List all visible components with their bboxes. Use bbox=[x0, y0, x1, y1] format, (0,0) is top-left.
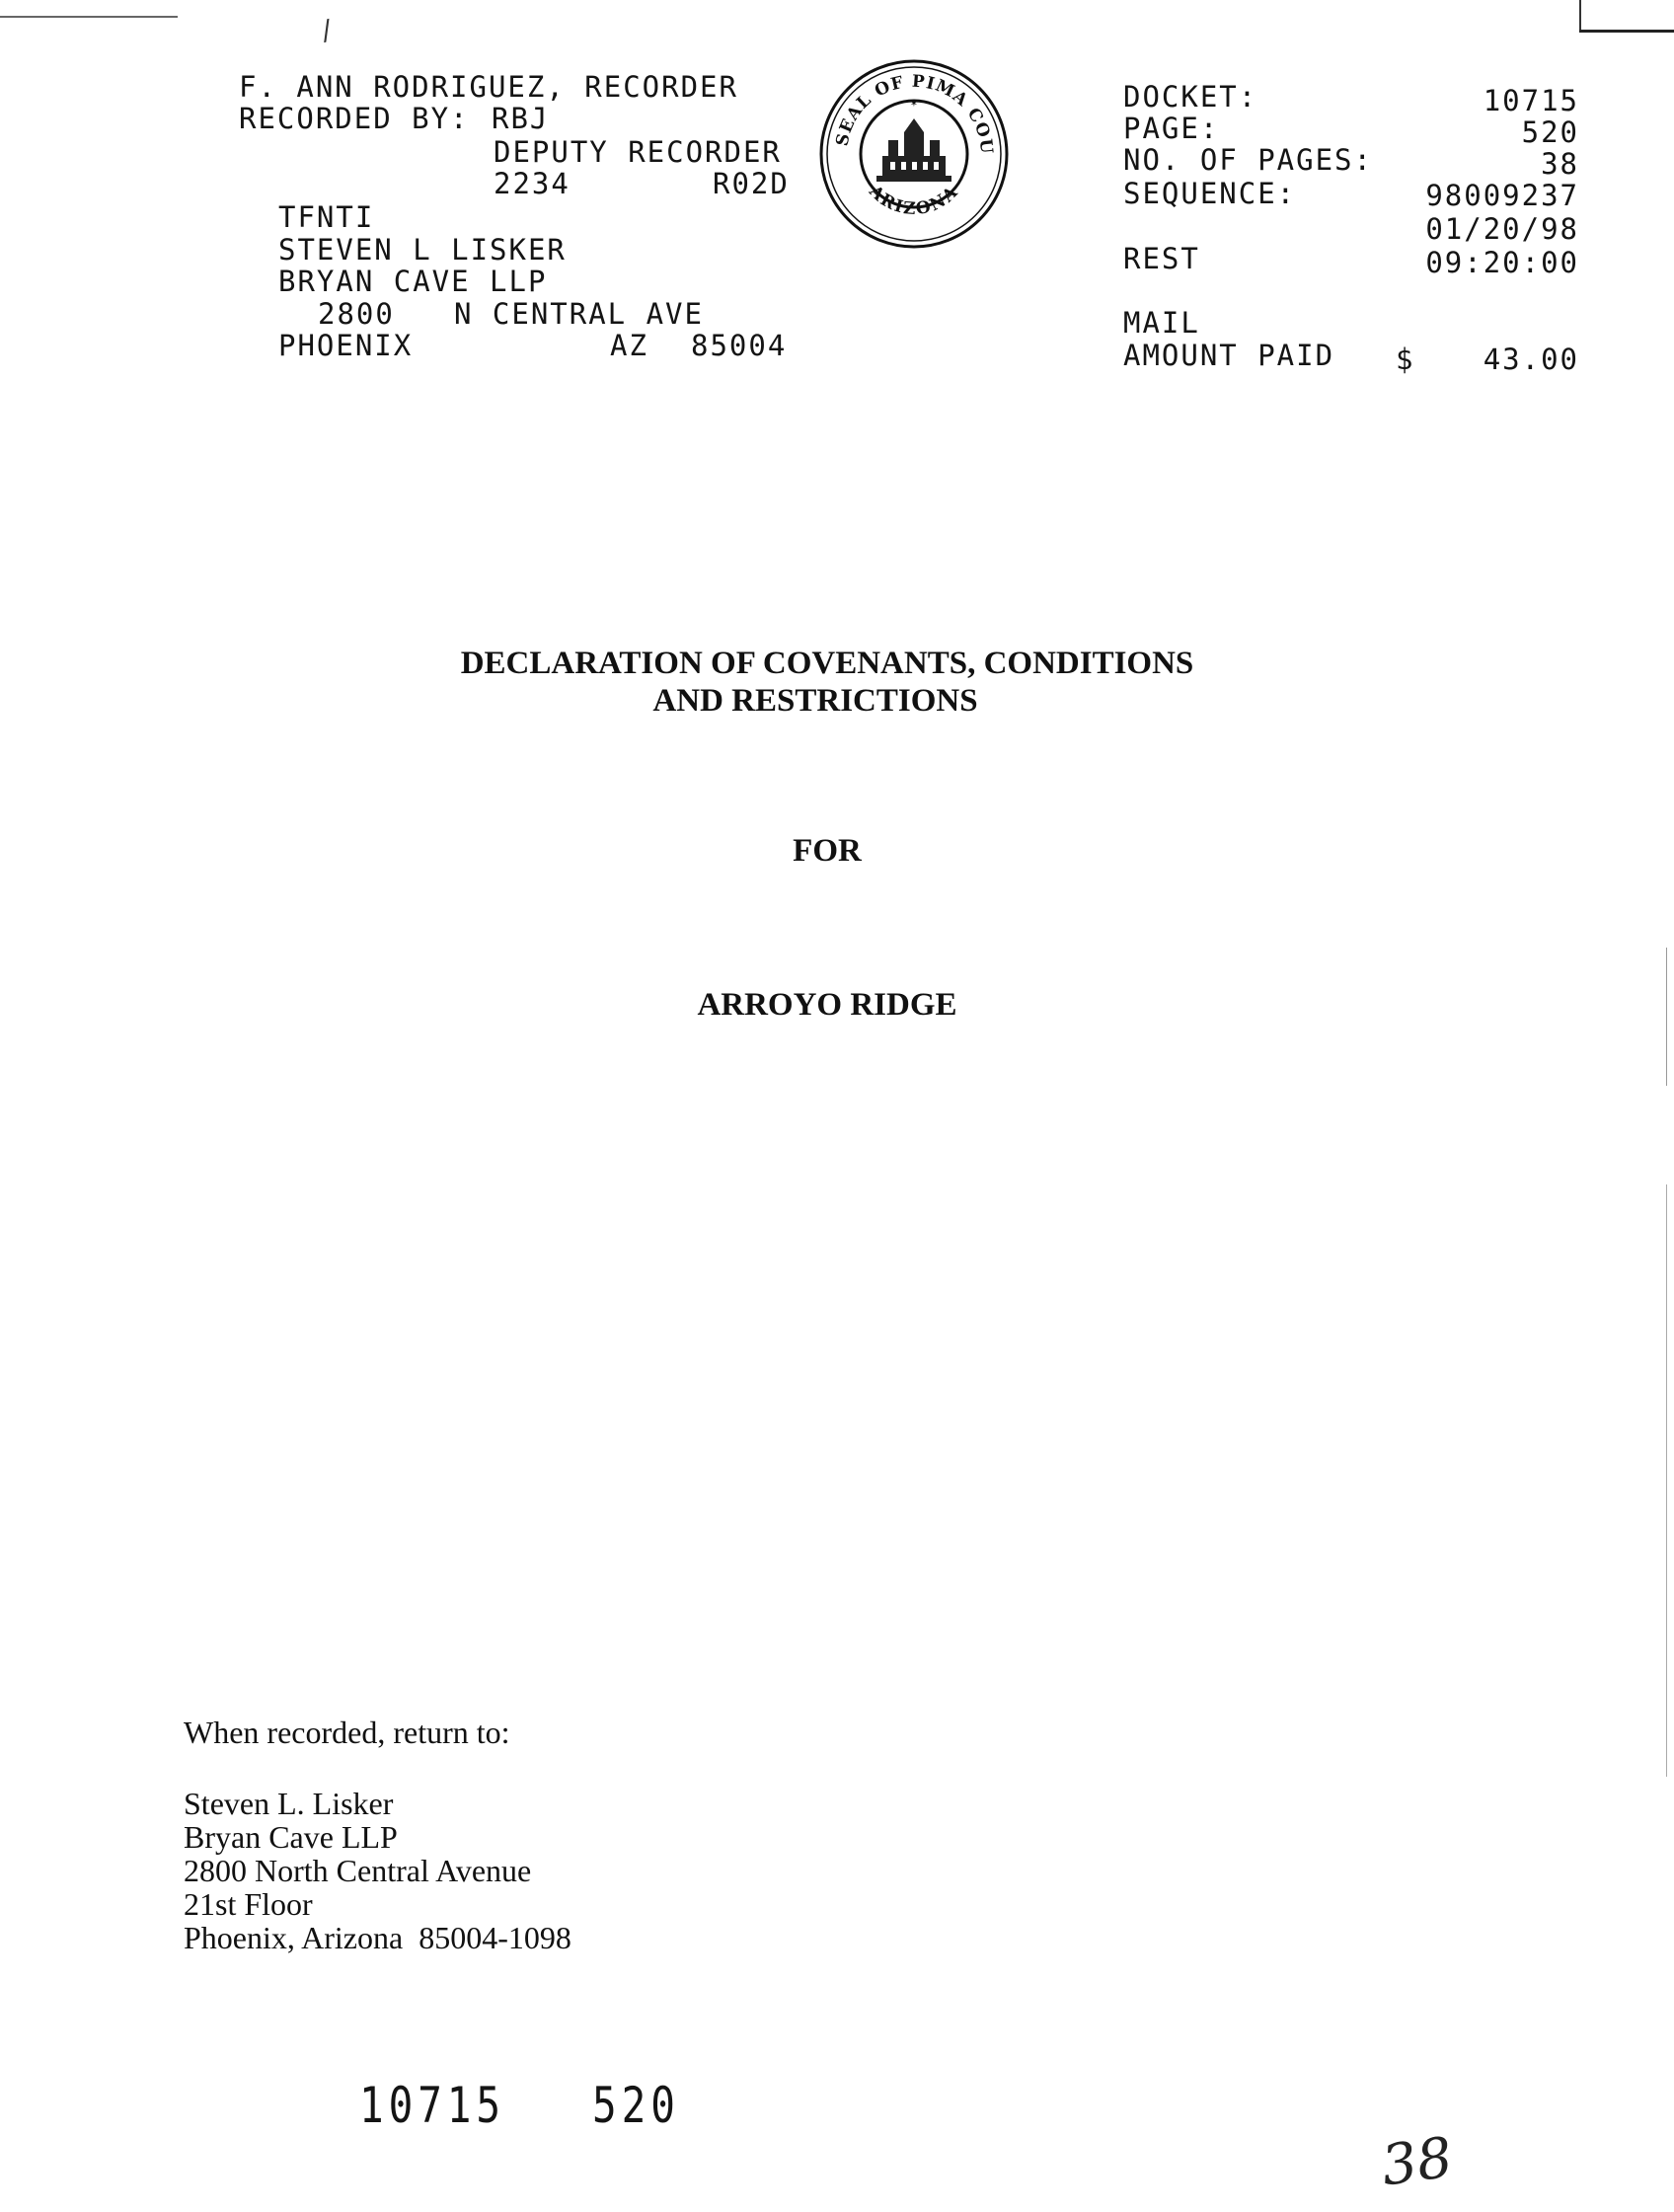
deputy-recorder: DEPUTY RECORDER bbox=[494, 135, 782, 169]
recorded-by-value: RBJ bbox=[492, 102, 550, 135]
svg-text:✶: ✶ bbox=[909, 99, 919, 110]
page-value: 520 bbox=[1521, 115, 1579, 149]
scan-mark: / bbox=[319, 13, 335, 47]
addressee-city: PHOENIX bbox=[278, 329, 414, 362]
pages-label: NO. OF PAGES: bbox=[1123, 143, 1373, 177]
currency-symbol: $ bbox=[1396, 343, 1415, 376]
addressee-street: N CENTRAL AVE bbox=[454, 297, 704, 331]
return-street: 2800 North Central Avenue bbox=[184, 1853, 532, 1888]
scan-edge-right-2 bbox=[1666, 1184, 1667, 1777]
scan-edge-right-1 bbox=[1666, 948, 1667, 1086]
recorder-code-2: R02D bbox=[713, 167, 790, 200]
amount-paid-value: 43.00 bbox=[1483, 343, 1579, 376]
rest-label: REST bbox=[1123, 242, 1200, 275]
scan-edge-top-left bbox=[0, 16, 178, 18]
addressee-firm: BRYAN CAVE LLP bbox=[278, 265, 548, 298]
pages-value: 38 bbox=[1541, 147, 1579, 181]
recorder-name: F. ANN RODRIGUEZ, RECORDER bbox=[239, 70, 738, 104]
scan-edge-top-right-h bbox=[1579, 30, 1674, 33]
amount-paid-label: AMOUNT PAID bbox=[1123, 339, 1335, 372]
return-firm: Bryan Cave LLP bbox=[184, 1819, 398, 1855]
addressee-state: AZ bbox=[610, 329, 648, 362]
seal-bottom-text: ARIZONA bbox=[865, 182, 963, 220]
project-name: ARROYO RIDGE bbox=[697, 987, 957, 1023]
docket-stamp: 10715 bbox=[359, 2077, 506, 2134]
return-heading: When recorded, return to: bbox=[184, 1715, 510, 1750]
addressee-name: STEVEN L LISKER bbox=[278, 233, 567, 267]
document-title-line-1: DECLARATION OF COVENANTS, CONDITIONS bbox=[460, 646, 1194, 681]
addressee-zip: 85004 bbox=[691, 329, 788, 362]
page-stamp: 520 bbox=[592, 2077, 680, 2134]
return-floor: 21st Floor bbox=[184, 1886, 313, 1922]
return-name: Steven L. Lisker bbox=[184, 1786, 394, 1821]
docket-value: 10715 bbox=[1483, 84, 1579, 117]
return-city: Phoenix, Arizona 85004-1098 bbox=[184, 1920, 571, 1955]
county-seal bbox=[817, 57, 1011, 251]
recorded-by-label: RECORDED BY: bbox=[239, 102, 470, 135]
sequence-value: 98009237 bbox=[1425, 179, 1579, 212]
recorded-time: 09:20:00 bbox=[1425, 246, 1579, 279]
recorder-code-1: 2234 bbox=[494, 167, 571, 200]
document-type: TFNTI bbox=[278, 200, 375, 234]
seal-top-text: SEAL OF PIMA COU bbox=[832, 71, 997, 156]
docket-label: DOCKET: bbox=[1123, 80, 1258, 114]
recorded-date: 01/20/98 bbox=[1425, 212, 1579, 246]
handwritten-page-count: 38 bbox=[1377, 2125, 1457, 2199]
document-title-line-2: AND RESTRICTIONS bbox=[652, 683, 978, 719]
scan-edge-top-right bbox=[1579, 0, 1581, 30]
svg-text:ARIZONA bbox=[865, 181, 963, 219]
sequence-label: SEQUENCE: bbox=[1123, 177, 1297, 210]
mail-label: MAIL bbox=[1123, 306, 1200, 340]
seal-emblem-icon bbox=[817, 57, 1011, 251]
page-label: PAGE: bbox=[1123, 112, 1220, 145]
addressee-number: 2800 bbox=[318, 297, 395, 331]
document-title-for: FOR bbox=[793, 833, 862, 869]
